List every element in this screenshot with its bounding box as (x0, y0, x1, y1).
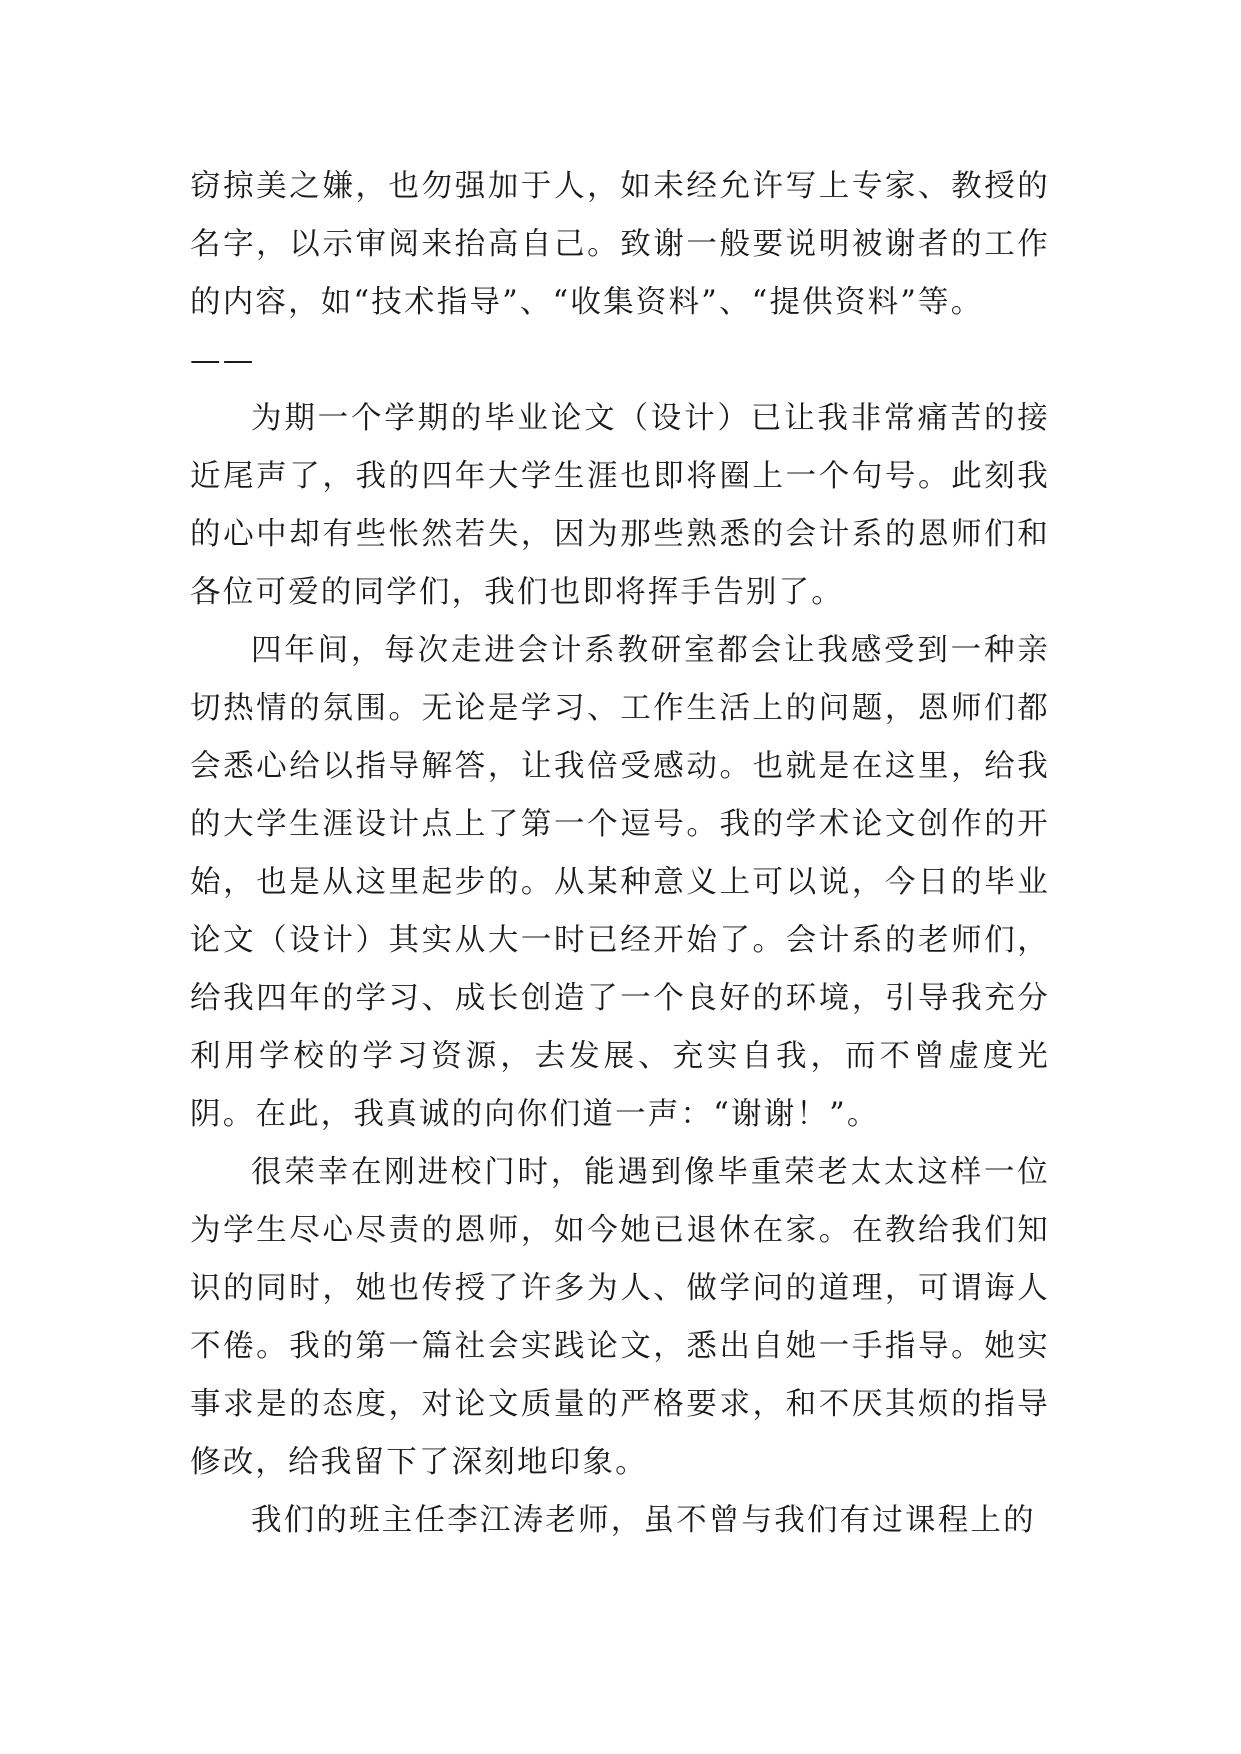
paragraph-teacher-li: 我们的班主任李江涛老师，虽不曾与我们有过课程上的 (251, 1503, 1036, 1538)
paragraph-continued: 窃掠美之嫌，也勿强加于人，如未经允许写上专家、教授的名字，以示审阅来抬高自己。致谢一般要说明被谢者的工作的内容，如“技术指导”、“收集资料”、“提供资料”等。 (190, 169, 1050, 320)
document-body (190, 158, 1050, 1550)
paragraph-mentor-bi: 很荣幸在刚进校门时，能遇到像毕重荣老太太这样一位为学生尽心尽责的恩师，如今她已退休在家。在教给我们知识的同时，她也传授了许多为人、做学问的道理，可谓诲人不倦。我的第一篇社会实践论文，悉出自她一手指导。她实事求是的态度，对论文质量的严格要求，和不厌其烦的指导修改，给我留下了深刻地印象。 (190, 1155, 1050, 1480)
paragraph-four-years: 四年间，每次走进会计系教研室都会让我感受到一种亲切热情的氛围。无论是学习、工作生活上的问题，恩师们都会悉心给以指导解答，让我倍受感动。也就是在这里，给我的大学生涯设计点上了第一个逗号。我的学术论文创作的开始，也是从这里起步的。从某种意义上可以说，今日的毕业论文（设计）其实从大一时已经开始了。会计系的老师们，给我四年的学习、成长创造了一个良好的环境，引导我充分利用学校的学习资源，去发展、充实自我，而不曾虚度光阴。在此，我真诚的向你们道一声：“谢谢！”。 (190, 633, 1050, 1132)
paragraph-closing-thesis: 为期一个学期的毕业论文（设计）已让我非常痛苦的接近尾声了，我的四年大学生涯也即将圈上一个句号。此刻我的心中却有些怅然若失，因为那些熟悉的会计系的恩师们和各位可爱的同学们，我们也即将挥手告别了。 (190, 401, 1050, 610)
section-divider: —— (190, 343, 256, 378)
